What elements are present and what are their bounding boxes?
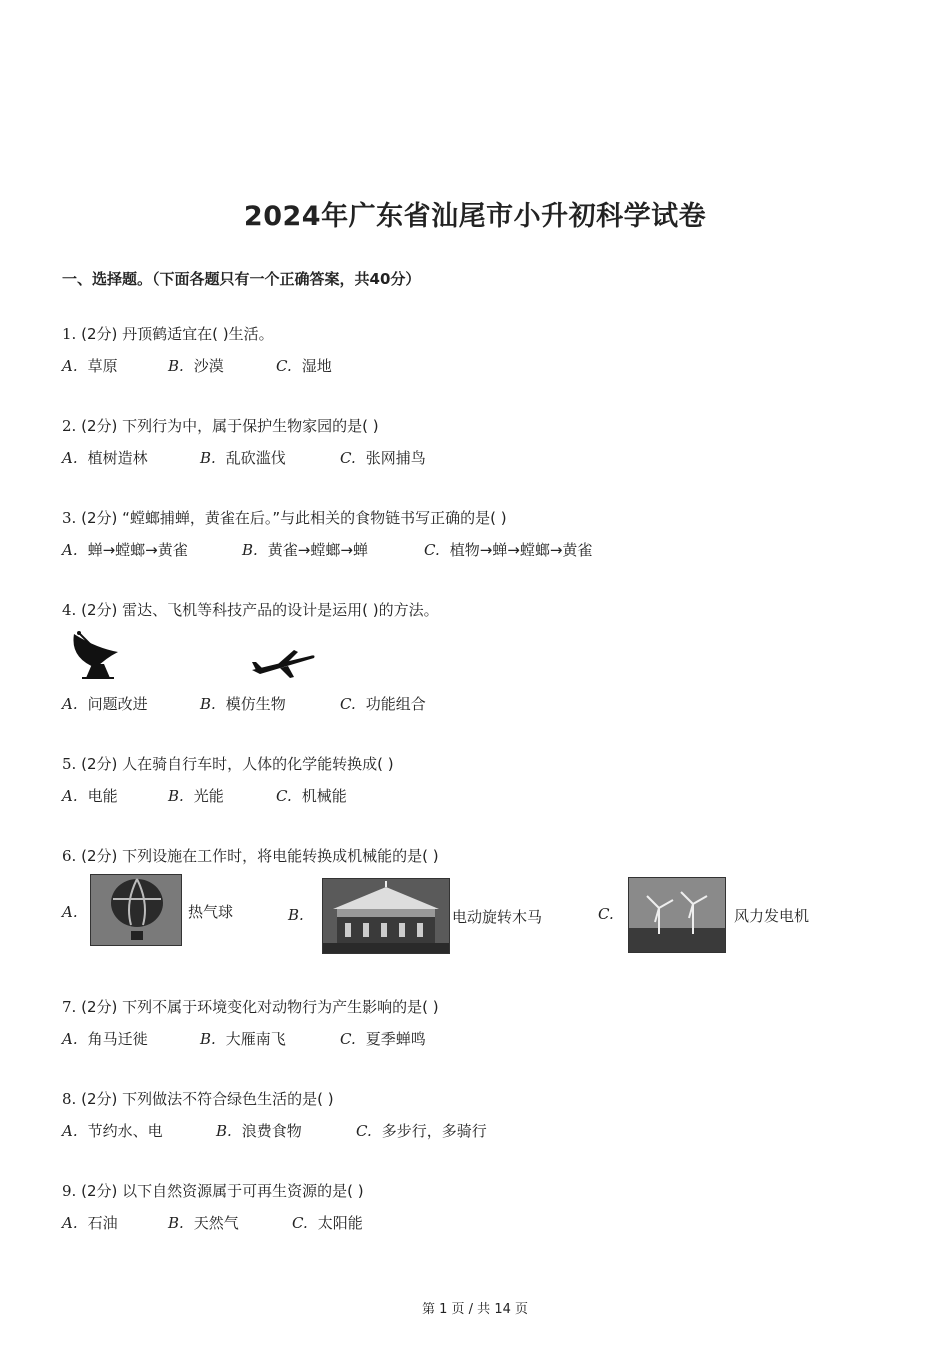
wind-turbine-photo <box>628 877 726 953</box>
question-8: 8. (2分) 下列做法不符合绿色生活的是( ) <box>62 1090 334 1108</box>
question-4: 4. (2分) 雷达、飞机等科技产品的设计是运用( )的方法。 <box>62 601 439 619</box>
page-footer: 第 1 页 / 共 14 页 <box>422 1302 528 1317</box>
question-6: 6. (2分) 下列设施在工作时，将电能转换成机械能的是( ) <box>62 847 439 865</box>
section-heading: 一、选择题。（下面各题只有一个正确答案，共40分） <box>62 270 421 288</box>
question-9: 9. (2分) 以下自然资源属于可再生资源的是( ) <box>62 1182 364 1200</box>
question-3: 3. (2分) “螳螂捕蝉，黄雀在后。”与此相关的食物链书写正确的是( ) <box>62 509 507 527</box>
hot-air-balloon-photo <box>90 874 182 946</box>
option-b-label: 电动旋转木马 <box>452 908 543 926</box>
page-title: 2024年广东省汕尾市小升初科学试卷 <box>243 201 707 232</box>
question-1: 1. (2分) 丹顶鹤适宜在( )生活。 <box>62 325 274 343</box>
question-2: 2. (2分) 下列行为中，属于保护生物家园的是( ) <box>62 417 379 435</box>
question-5: 5. (2分) 人在骑自行车时，人体的化学能转换成( ) <box>62 755 394 773</box>
carousel-photo <box>322 878 450 954</box>
airplane-icon <box>250 648 318 680</box>
option-a-label: 热气球 <box>188 903 234 921</box>
radar-dish-icon <box>66 628 128 680</box>
question-7: 7. (2分) 下列不属于环境变化对动物行为产生影响的是( ) <box>62 998 439 1016</box>
option-c-label: 风力发电机 <box>734 907 810 925</box>
